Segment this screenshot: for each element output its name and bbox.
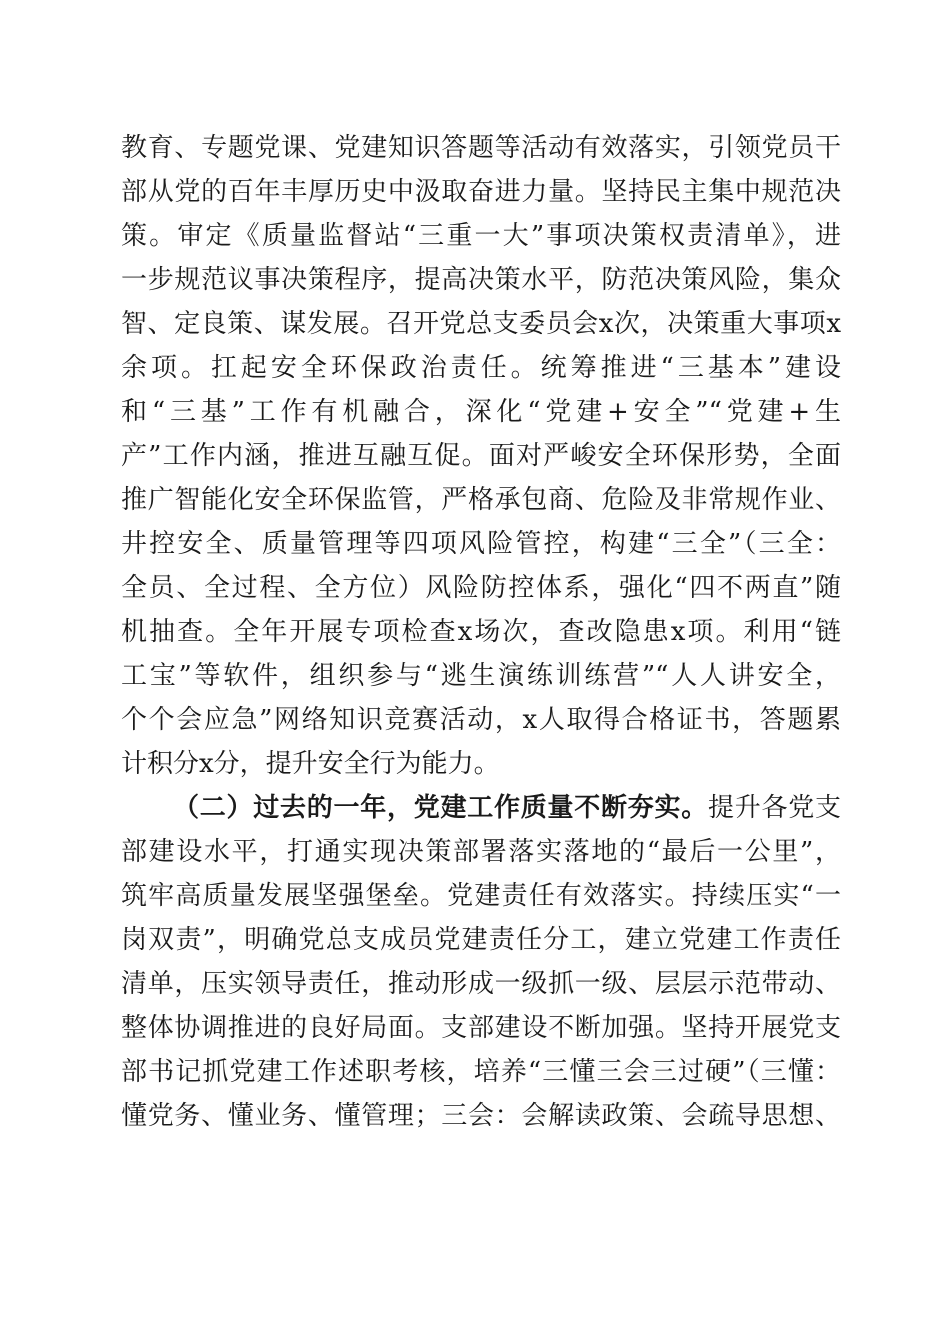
- paragraph-line: 和“三基”工作有机融合，深化“党建+安全”“党建+生: [121, 397, 841, 427]
- section-2-lead-text: 提升各党支: [707, 793, 841, 823]
- section-2-first-line: [173, 790, 841, 826]
- paragraph-line: 筑牢高质量发展坚强堡垒。党建责任有效落实。持续压实“一: [121, 881, 841, 911]
- paragraph-line: 策。审定《质量监督站“三重一大”事项决策权责清单》，进: [121, 221, 841, 251]
- paragraph-line: 推广智能化安全环保监管，严格承包商、危险及非常规作业、: [121, 485, 841, 515]
- paragraph-line: 懂党务、懂业务、懂管理；三会：会解读政策、会疏导思想、: [121, 1101, 841, 1131]
- paragraph-line: 部建设水平，打通实现决策部署落实落地的“最后一公里”，: [121, 837, 841, 867]
- paragraph-line: 智、定良策、谋发展。召开党总支委员会x次，决策重大事项x: [121, 309, 841, 339]
- paragraph-line: 部书记抓党建工作述职考核，培养“三懂三会三过硬”（三懂：: [121, 1057, 841, 1087]
- paragraph-line: 岗双责”，明确党总支成员党建责任分工，建立党建工作责任: [121, 925, 841, 955]
- paragraph-line: 机抽查。全年开展专项检查x场次，查改隐患x项。利用“链: [121, 617, 841, 647]
- paragraph-line: 余项。扛起安全环保政治责任。统筹推进“三基本”建设: [121, 353, 841, 383]
- paragraph-line: 部从党的百年丰厚历史中汲取奋进力量。坚持民主集中规范决: [121, 177, 841, 207]
- paragraph-line: 计积分x分，提升安全行为能力。: [121, 749, 500, 779]
- paragraph-line: 一步规范议事决策程序，提高决策水平，防范决策风险，集众: [121, 265, 841, 295]
- paragraph-line: 清单，压实领导责任，推动形成一级抓一级、层层示范带动、: [121, 969, 841, 999]
- paragraph-line: 整体协调推进的良好局面。支部建设不断加强。坚持开展党支: [121, 1013, 841, 1043]
- paragraph-line: 井控安全、质量管理等四项风险管控，构建“三全”（三全：: [121, 529, 841, 559]
- paragraph-line: 工宝”等软件，组织参与“逃生演练训练营”“人人讲安全，: [121, 661, 841, 691]
- paragraph-line: 全员、全过程、全方位）风险防控体系，强化“四不两直”随: [121, 573, 841, 603]
- paragraph-line: 个个会应急”网络知识竞赛活动，x人取得合格证书，答题累: [121, 705, 841, 735]
- section-2-heading: （二）过去的一年，党建工作质量不断夯实。: [173, 793, 708, 823]
- paragraph-line: 产”工作内涵，推进互融互促。面对严峻安全环保形势，全面: [121, 441, 841, 471]
- paragraph-line: 教育、专题党课、党建知识答题等活动有效落实，引领党员干: [121, 133, 841, 163]
